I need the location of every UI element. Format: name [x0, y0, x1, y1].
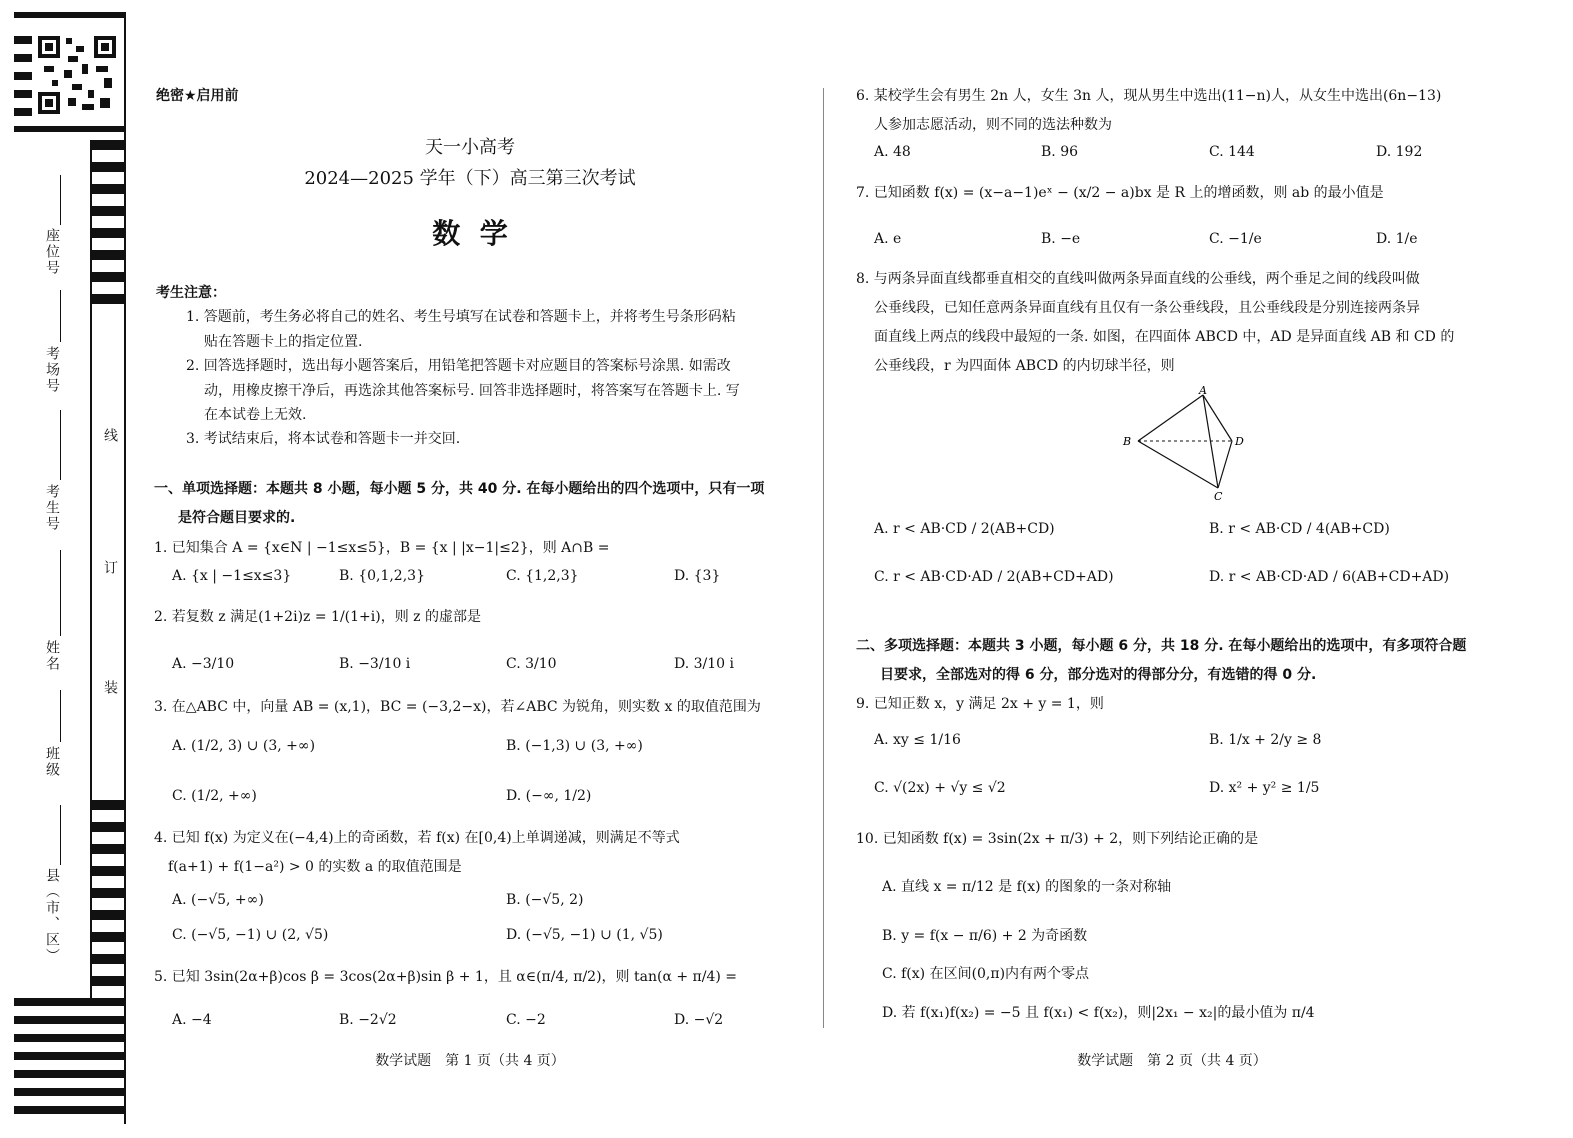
q5-option-c: C. −2	[506, 1012, 546, 1028]
vertex-a-label: A	[1199, 384, 1207, 397]
binding-strip	[0, 0, 140, 1138]
q7-option-c: C. −1/e	[1209, 231, 1262, 247]
q9-option-b: B. 1/x + 2/y ≥ 8	[1209, 732, 1322, 748]
q10-option-a: A. 直线 x = π/12 是 f(x) 的图象的一条对称轴	[882, 879, 1172, 895]
name-label: 姓名	[44, 640, 60, 672]
q2-option-a: A. −3/10	[172, 656, 235, 672]
section2-heading: 二、多项选择题：本题共 3 小题，每小题 6 分，共 18 分. 在每小题给出的选项中，有多项符合题	[856, 638, 1467, 654]
q5-option-a: A. −4	[172, 1012, 212, 1028]
q8-option-d: D. r < AB·CD·AD / 6(AB+CD+AD)	[1209, 569, 1450, 585]
exam-title: 2024—2025 学年（下）高三第三次考试	[304, 168, 636, 189]
q9-option-c: C. √(2x) + √y ≤ √2	[874, 780, 1006, 796]
q8-stem-cont: 面直线上两点的线段中最短的一条. 如图，在四面体 ABCD 中，AD 是异面直线 AB 和 CD 的	[874, 329, 1455, 345]
q10-stem: 10. 已知函数 f(x) = 3sin(2x + π/3) + 2，则下列结论正确的是	[856, 831, 1259, 847]
notice-item: 贴在答题卡上的指定位置.	[204, 334, 363, 350]
vertex-d-label: D	[1235, 435, 1244, 448]
q1-option-c: C. {1,2,3}	[506, 568, 579, 584]
q2-stem: 2. 若复数 z 满足(1+2i)z = 1/(1+i)，则 z 的虚部是	[154, 609, 481, 625]
q10-option-b: B. y = f(x − π/6) + 2 为奇函数	[882, 928, 1088, 944]
cut-fold-mark: 装	[102, 680, 118, 696]
q4-option-b: B. (−√5, 2)	[506, 892, 584, 908]
page-divider	[823, 88, 824, 1028]
notice-item: 在本试卷上无效.	[204, 407, 307, 423]
notice-item: 动，用橡皮擦干净后，再选涂其他答案标号. 回答非选择题时，将答案写在答题卡上. 写	[204, 383, 740, 399]
q8-option-a: A. r < AB·CD / 2(AB+CD)	[874, 521, 1055, 537]
secret-label: 绝密★启用前	[156, 88, 239, 104]
q4-option-a: A. (−√5, +∞)	[172, 892, 264, 908]
q1-option-d: D. {3}	[674, 568, 721, 584]
section1-heading: 一、单项选择题：本题共 8 小题，每小题 5 分，共 40 分. 在每小题给出的四个选项中，只有一项	[154, 481, 765, 497]
section1-heading-cont: 是符合题目要求的.	[178, 510, 296, 526]
q8-stem-cont: 公垂线段，已知任意两条异面直线有且仅有一条公垂线段，且公垂线段是分别连接两条异	[874, 300, 1420, 316]
q9-stem: 9. 已知正数 x，y 满足 2x + y = 1，则	[856, 696, 1104, 712]
q7-stem: 7. 已知函数 f(x) = (x−a−1)eˣ − (x/2 − a)bx 是 R 上的增函数，则 ab 的最小值是	[856, 185, 1384, 201]
seat-number-label: 座位号	[44, 228, 60, 276]
edge-cd	[1218, 441, 1232, 488]
q3-option-d: D. (−∞, 1/2)	[506, 788, 592, 804]
q10-option-d: D. 若 f(x₁)f(x₂) = −5 且 f(x₁) < f(x₂)，则|2x₁ − x₂|的最小值为 π/4	[882, 1005, 1315, 1021]
org-title: 天一小高考	[425, 137, 515, 158]
notice-item: 1. 答题前，考生务必将自己的姓名、考生号填写在试卷和答题卡上，并将考生号条形码粘	[186, 309, 736, 325]
edge-bc	[1138, 441, 1218, 488]
class-label: 班级	[44, 746, 60, 778]
q10-option-c: C. f(x) 在区间(0,π)内有两个零点	[882, 966, 1090, 982]
q5-option-d: D. −√2	[674, 1012, 724, 1028]
q4-option-d: D. (−√5, −1) ∪ (1, √5)	[506, 927, 663, 943]
candidate-number-label: 考生号	[44, 484, 60, 532]
q1-stem: 1. 已知集合 A = {x∈N | −1≤x≤5}，B = {x | |x−1|≤2}，则 A∩B =	[154, 540, 610, 556]
q6-stem-cont: 人参加志愿活动，则不同的选法种数为	[874, 117, 1112, 133]
footer-right-page: 数学试题 第 2 页（共 4 页）	[1077, 1053, 1267, 1069]
vertex-b-label: B	[1123, 435, 1132, 448]
section2-heading-cont: 目要求，全部选对的得 6 分，部分选对的得部分分，有选错的得 0 分.	[880, 667, 1317, 683]
q3-option-c: C. (1/2, +∞)	[172, 788, 257, 804]
footer-left-page: 数学试题 第 1 页（共 4 页）	[375, 1053, 565, 1069]
q2-option-d: D. 3/10 i	[674, 656, 734, 672]
vertex-c-label: C	[1214, 490, 1223, 503]
q5-stem: 5. 已知 3sin(2α+β)cos β = 3cos(2α+β)sin β + 1，且 α∈(π/4, π/2)，则 tan(α + π/4) =	[154, 969, 738, 985]
q9-option-d: D. x² + y² ≥ 1/5	[1209, 780, 1320, 796]
q6-stem: 6. 某校学生会有男生 2n 人，女生 3n 人，现从男生中选出(11−n)人，从女生中选出(6n−13)	[856, 88, 1442, 104]
q8-option-b: B. r < AB·CD / 4(AB+CD)	[1209, 521, 1390, 537]
q3-option-b: B. (−1,3) ∪ (3, +∞)	[506, 738, 643, 754]
q9-option-a: A. xy ≤ 1/16	[874, 732, 961, 748]
q8-stem: 8. 与两条异面直线都垂直相交的直线叫做两条异面直线的公垂线，两个垂足之间的线段叫做	[856, 271, 1420, 287]
tetrahedron-figure	[1115, 383, 1255, 505]
q7-option-d: D. 1/e	[1376, 231, 1418, 247]
notice-title: 考生注意：	[156, 285, 226, 301]
q2-option-c: C. 3/10	[506, 656, 557, 672]
q3-stem: 3. 在△ABC 中，向量 AB = (x,1)，BC = (−3,2−x)，若∠ABC 为锐角，则实数 x 的取值范围为	[154, 699, 761, 715]
q8-stem-cont: 公垂线段，r 为四面体 ABCD 的内切球半径，则	[874, 358, 1175, 374]
county-label: 县（市、区）	[44, 868, 60, 964]
edge-ab	[1138, 395, 1203, 441]
q5-option-b: B. −2√2	[339, 1012, 397, 1028]
q6-option-b: B. 96	[1041, 144, 1079, 160]
q6-option-c: C. 144	[1209, 144, 1255, 160]
q4-option-c: C. (−√5, −1) ∪ (2, √5)	[172, 927, 329, 943]
q3-option-a: A. (1/2, 3) ∪ (3, +∞)	[172, 738, 316, 754]
q8-option-c: C. r < AB·CD·AD / 2(AB+CD+AD)	[874, 569, 1114, 585]
cut-bind-mark: 订	[102, 560, 118, 576]
q2-option-b: B. −3/10 i	[339, 656, 411, 672]
q4-stem: 4. 已知 f(x) 为定义在(−4,4)上的奇函数，若 f(x) 在[0,4)上单调递减，则满足不等式	[154, 830, 680, 846]
q6-option-a: A. 48	[874, 144, 911, 160]
q4-stem-cont: f(a+1) + f(1−a²) > 0 的实数 a 的取值范围是	[168, 859, 462, 875]
q6-option-d: D. 192	[1376, 144, 1423, 160]
subject-title: 数 学	[432, 217, 508, 250]
notice-item: 2. 回答选择题时，选出每小题答案后，用铅笔把答题卡对应题目的答案标号涂黑. 如需改	[186, 358, 731, 374]
q1-option-b: B. {0,1,2,3}	[339, 568, 425, 584]
notice-item: 3. 考试结束后，将本试卷和答题卡一并交回.	[186, 431, 461, 447]
exam-room-label: 考场号	[44, 346, 60, 394]
q1-option-a: A. {x | −1≤x≤3}	[172, 568, 292, 584]
edge-ad	[1203, 395, 1232, 441]
cut-line-mark: 线	[102, 428, 118, 444]
q7-option-b: B. −e	[1041, 231, 1081, 247]
qr-code-icon	[38, 36, 116, 114]
q7-option-a: A. e	[874, 231, 902, 247]
